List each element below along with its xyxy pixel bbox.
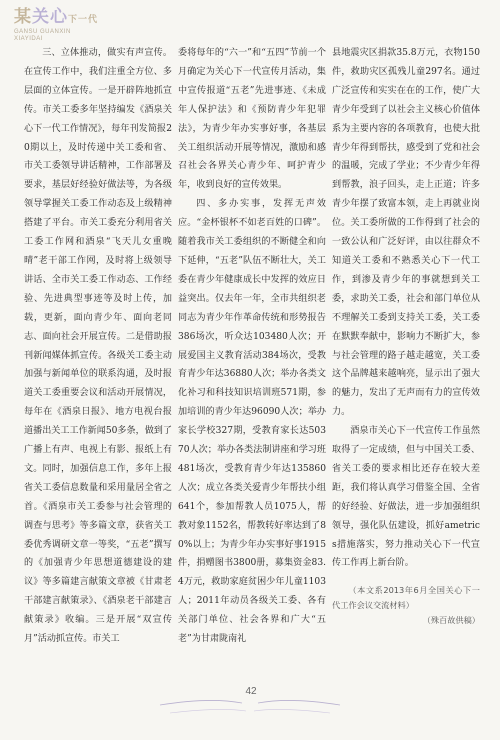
source-note: （本文系2013年6月全国关心下一代工作会议交流材料） (332, 585, 480, 611)
paragraph: 三、立体推动，做实有声宣传。在宣传工作中，我们注重全方位、多层面的立体宣传。一是开辟阵地抓宣传。市关工委多年坚持编发《酒泉关心下一代工作情况》，每年刊发简报20期以上，及时传递中关工委和省、市关工委领导讲话精神，工作部署及要求，基层好经验好做法等，为各级领导掌握关工委工作动态及上级精神搭建了平台。市关工委充分利用省关工委工作网和酒泉“飞天儿女重晚晴”老干部工作网，及时将上级领导讲话、全市关工委工作动态、工作经验、先进典型事迹等及时上传，加载，更新，面向青少年、面向老同志、面向社会开展宣传。二是借助报刊新闻媒体抓宣传。各级关工委主动加强与新闻单位的联系沟通，及时报道关工委重要会议和活动开展情况，每年在《酒泉日报》、地方电视台报道播出关工工作新闻50多条，做到了广播上有声、电视上有影、报纸上有文。同时，加强信息工作，多年上报省关工委信息数量和采用量居全省之首。《酒泉市关工委参与社会管理的调查与思考》等多篇文章，获省关工委优秀调研文章一等奖，“五老”撰写的《加强青少年思想道德建设的建议》等多篇建言献策文章被《甘肃老干部建言献策录》、《酒泉老干部建言献策录》收编。三是开展“双宣传月”活动抓宣传。市关工 (24, 48, 172, 645)
logo-brand-main: 某 (14, 7, 32, 27)
page-decoration-ornament (150, 693, 350, 723)
logo-subtitle-line2: XIAYIDAI (14, 36, 43, 42)
logo-subtitle-line1: GANSU GUANXIN (14, 29, 71, 35)
paragraph: 四、多办实事，发挥无声效应。“金杯银杯不如老百姓的口碑”。随着我市关工委组织的不断健全和向下延伸，“五老”队伍不断壮大，关工委在青少年健康成长中发挥的效应日益突出。仅去年一年，全市共组织老同志为青少年作革命传统和形势报告386场次，听众达103480人次；开展爱国主义教育活动384场次，受教育青少年达36880人次；举办各类文化补习和科技知识培训班571期，参加培训的青少年达96090人次；举办家长学校327期，受教育家长达50370人次；举办各类法制讲座和学习班481场次，受教育青少年达135860人次；成立各类关爱青少年帮扶小组641个，参加帮教人员1075人，帮教对象1152名，帮教转好率达到了80%以上；为青少年办实事好事1915件，捐赠图书3800册，募集资金83.4万元，救助家庭贫困少年儿童1103人；2011年动员各级关工委、各有关部门单位、社会各界和广大“五老”为甘肃陇南礼 (178, 199, 326, 645)
paragraph: 县地震灾区捐款35.8万元，衣物150件，救助灾区孤残儿童297名。通过广泛宣传和实实在在的工作，使广大青少年受到了以社会主义核心价值体系为主要内容的各项教育，也使大批青少年得到帮扶，感受到了党和社会的温暖，完成了学业；不少青少年得到帮教，浪子回头，走上正道；许多青少年摆了致富本领，走上再就业岗位。关工委所做的工作得到了社会的一致公认和广泛好评，由以往群众不知道关工委和不熟悉关心下一代工作，到渗及青少年的事就想到关工委，求助关工委，社会和部门单位从不理解关工委到支持关工委，关工委在默默奉献中，影响力不断扩大，参与社会管理的路子越走越宽，关工委这个品牌越来越响亮，显示出了强大的魅力，发出了无声而有力的宣传效力。 (332, 48, 480, 418)
author-credit: （殊百故供稿） (422, 615, 480, 626)
logo-brand-accent: 关心 (32, 7, 68, 27)
paragraph: 酒泉市关心下一代宣传工作虽然取得了一定成绩，但与中国关工委、省关工委的要求相比还存在较大差距，我们将认真学习借鉴全国、全省的好经验、好做法，进一步加强组织领导，强化队伍建设，抓好ametrics措施落实，努力推动关心下一代宣传工作再上新台阶。 (332, 426, 480, 569)
paragraph: 委将每年的“六一”和“五四”节前一个月确定为关心下一代宣传月活动，集中宣传报道“五老”先进事迹、《未成年人保护法》和《预防青少年犯罪法》，为青少年办实事好事，各基层关工组织活动开展等情况，激励和感召社会各界关心青少年、呵护青少年，收到良好的宣传效果。 (178, 48, 326, 191)
magazine-logo (14, 8, 124, 42)
logo-brand-tail: 下一代 (68, 15, 99, 25)
text-column-2 (178, 44, 326, 649)
text-column-1 (24, 44, 172, 649)
page-number: 42 (245, 686, 257, 697)
text-column-3 (332, 44, 480, 628)
logo-brand (14, 8, 124, 29)
